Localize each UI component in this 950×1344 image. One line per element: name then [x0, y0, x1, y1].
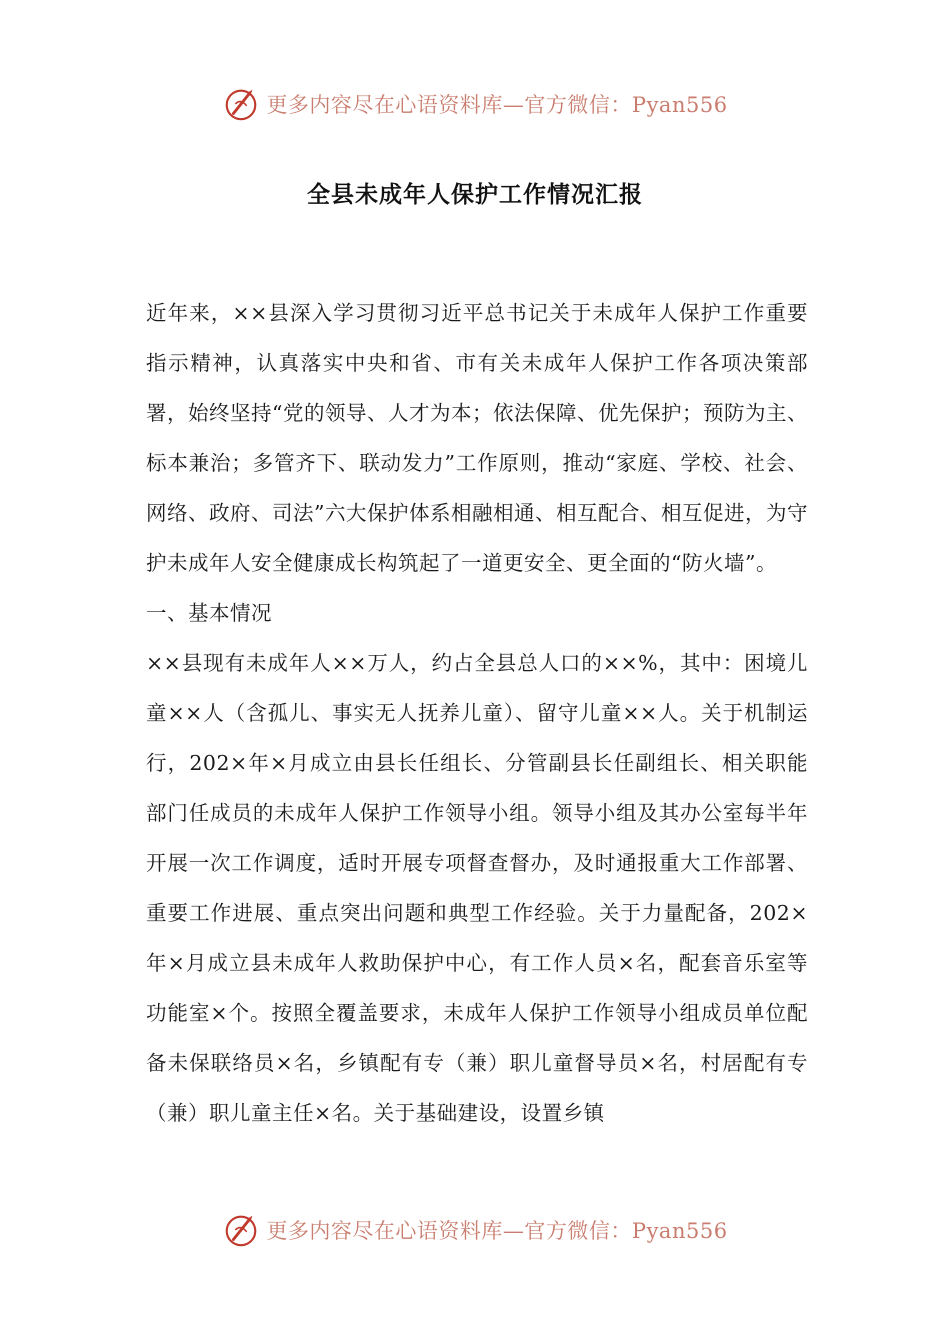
watermark-text: 更多内容尽在心语资料库—官方微信：Pyan556	[266, 1219, 728, 1243]
section-heading-basic: 一、基本情况	[146, 601, 272, 625]
paragraph-intro: 近年来，××县深入学习贯彻习近平总书记关于未成年人保护工作重要指示精神，认真落实中央和省、市有关未成年人保护工作各项决策部署，始终坚持“党的领导、人才为本；依法保障、优先保护；预防为主、标本兼治；多管齐下、联动发力”工作原则，推动“家庭、学校、社会、网络、政府、司法”六大保护体系相融相通、相互配合、相互促进，为守护未成年人安全健康成长构筑起了一道更安全、更全面的“防火墙”。	[146, 301, 808, 575]
document-body	[146, 288, 808, 1138]
pen-seal-icon	[222, 1211, 260, 1249]
header-watermark	[0, 82, 950, 126]
document-title: 全县未成年人保护工作情况汇报	[307, 182, 643, 208]
footer-watermark	[0, 1208, 950, 1252]
watermark-text: 更多内容尽在心语资料库—官方微信：Pyan556	[266, 93, 728, 117]
paragraph-basic-situation: ××县现有未成年人××万人，约占全县总人口的××%，其中：困境儿童××人（含孤儿、事实无人抚养儿童）、留守儿童××人。关于机制运行，202×年×月成立由县长任组长、分管副县长任副组长、相关职能部门任成员的未成年人保护工作领导小组。领导小组及其办公室每半年开展一次工作调度，适时开展专项督查督办，及时通报重大工作部署、重要工作进展、重点突出问题和典型工作经验。关于力量配备，202×年×月成立县未成年人救助保护中心，有工作人员×名，配套音乐室等功能室×个。按照全覆盖要求，未成年人保护工作领导小组成员单位配备未保联络员×名，乡镇配有专（兼）职儿童督导员×名，村居配有专（兼）职儿童主任×名。关于基础建设，设置乡镇	[146, 651, 808, 1125]
pen-seal-icon	[222, 85, 260, 123]
